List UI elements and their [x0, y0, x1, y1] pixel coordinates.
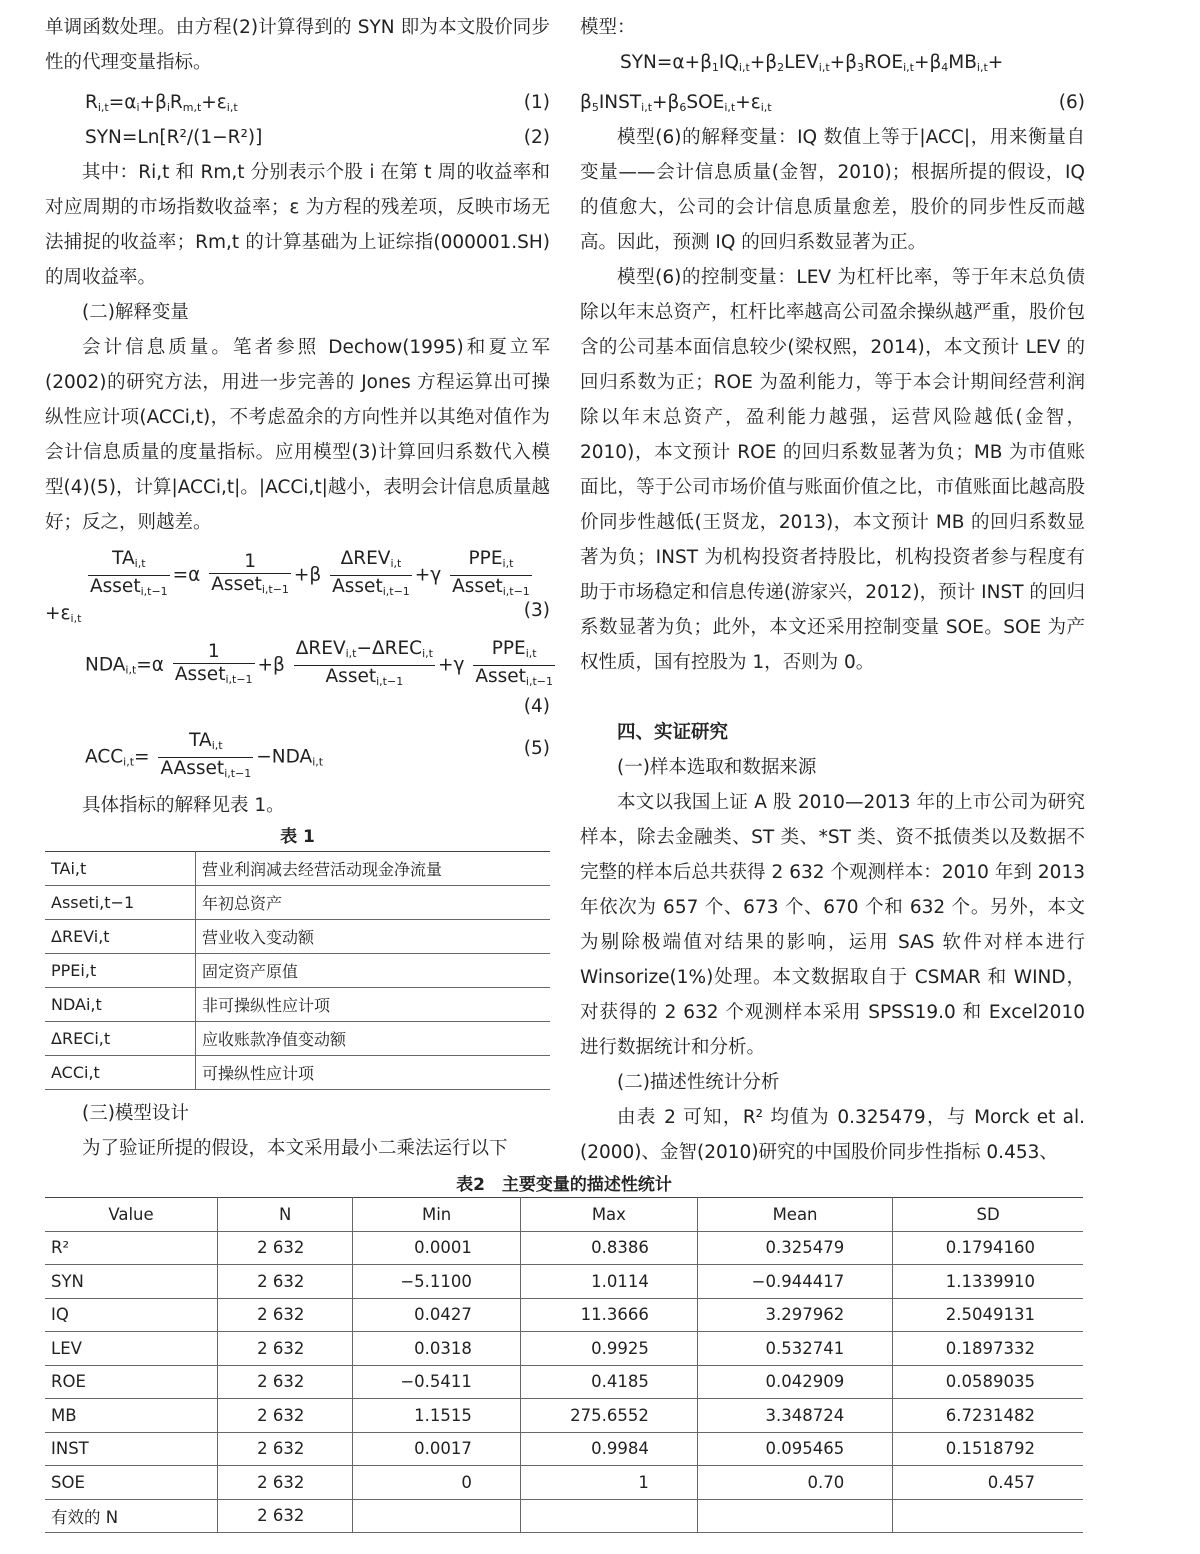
table-row	[45, 886, 550, 920]
column-header: Value	[45, 1198, 218, 1232]
table-cell: 0.325479	[697, 1231, 892, 1265]
row-label: SYN	[45, 1265, 218, 1299]
table-row	[45, 954, 550, 988]
table-cell: 0.9925	[520, 1332, 697, 1366]
row-label: LEV	[45, 1332, 218, 1366]
table-cell	[893, 1499, 1083, 1533]
table-cell: −0.5411	[353, 1365, 521, 1399]
table-cell: 0.457	[893, 1466, 1083, 1500]
table-row	[45, 1432, 1083, 1466]
paragraph: 由表 2 可知，R² 均值为 0.325479，与 Morck et al.(2000)、金智(2010)研究的中国股价同步性指标 0.453、	[580, 1107, 1085, 1163]
table-cell: 0	[353, 1466, 521, 1500]
table-row	[45, 1466, 1083, 1500]
table-row	[45, 1365, 1083, 1399]
paragraph: 模型(6)的解释变量：IQ 数值上等于|ACC|，用来衡量自变量——会计信息质量(金智，2010)；根据所提的假设，IQ 的值愈大，公司的会计信息质量愈差，股价的同步性反而越高。因此，预测 IQ 的回归系数显著为正。	[580, 127, 1085, 253]
table-cell: 0.532741	[697, 1332, 892, 1366]
table-cell: 2.5049131	[893, 1298, 1083, 1332]
table-row	[45, 1022, 550, 1056]
table-row	[45, 1056, 550, 1090]
paragraph: 单调函数处理。由方程(2)计算得到的 SYN 即为本文股价同步性的代理变量指标。	[45, 17, 550, 73]
section-heading: (一)样本选取和数据来源	[617, 757, 817, 778]
table-cell: 11.3666	[520, 1298, 697, 1332]
table-cell: 1.0114	[520, 1265, 697, 1299]
equation-6: $SYN=\alpha+\beta_1IQ_{i,t}+\beta_2LEV_{i,t}+\beta_3ROE_{i,t}+\beta_4MB_{i,t}+$	[620, 52, 1004, 74]
equation-3: $\frac{TA_{i,t}}{Asset_{i,t-1}}$ =α $\frac{1}{Asset_{i,t-1}}$ +β $\frac{\Delta REV_{i,t}}{Asset_{i,t-1}}$ +γ $\frac{PPE_{i,t}}{Asset_{i,t-1}}$ $+\varepsilon_{i,t}$ (3)	[45, 548, 550, 625]
table-row	[45, 852, 550, 886]
equation-5: $ACC_{i,t}=$ $\frac{TA_{i,t}}{AAsset_{i,t-1}}$ $-NDA_{i,t}$ (5)	[45, 730, 550, 788]
right-column	[580, 0, 1085, 1170]
table-cell: 2 632	[218, 1332, 353, 1366]
table-cell: 2 632	[218, 1231, 353, 1265]
section-heading: (二)描述性统计分析	[617, 1072, 780, 1093]
paragraph: 会计信息质量。笔者参照 Dechow(1995)和夏立军(2002)的研究方法，用进一步完善的 Jones 方程运算出可操纵性应计项(ACCi,t)，不考虑盈余的方向性并以其绝对值作为会计信息质量的度量指标。应用模型(3)计算回归系数代入模型(4)(5)，计算|ACCi,t|。|ACCi,t|越小，表明会计信息质量越好；反之，则越差。	[45, 337, 550, 533]
table-cell: 0.0589035	[893, 1365, 1083, 1399]
table-cell: 2 632	[218, 1365, 353, 1399]
paragraph: 模型(6)的控制变量：LEV 为杠杆比率，等于年末总负债除以年末总资产，杠杆比率越高公司盈余操纵越严重，股价包含的公司基本面信息较少(梁权熙，2014)，本文预计 LEV 的回归系数为正；ROE 为盈利能力，等于本会计期间经营利润除以年末总资产，盈利能力越强，运营风险越低(金智，2010)，本文预计 ROE 的回归系数显著为负；MB 为市值账面比，等于公司市场价值与账面价值之比，市值账面比越高股价同步性越低(王贤龙，2013)，本文预计 MB 的回归系数显著为负；INST 为机构投资者持股比，机构投资者参与程度有助于市场稳定和信息传递(游家兴，2012)，预计 INST 的回归系数显著为负；此外，本文还采用控制变量 SOE。SOE 为产权性质，国有控股为 1，否则为 0。	[580, 267, 1085, 673]
table-cell	[697, 1499, 892, 1533]
table-row	[45, 988, 550, 1022]
equation-4: $NDA_{i,t}=\alpha$ $\frac{1}{Asset_{i,t-1}}$ +β $\frac{\Delta REV_{i,t}-\Delta REC_{i,t}}{Asset_{i,t-1}}$ +γ $\frac{PPE_{i,t}}{Asset_{i,t-1}}$ (4)	[85, 638, 553, 717]
table-cell: 0.1794160	[893, 1231, 1083, 1265]
variable-cell: ACCi,t	[45, 1056, 196, 1090]
variable-cell: NDAi,t	[45, 988, 196, 1022]
section-heading: (二)解释变量	[82, 302, 189, 323]
table-row	[45, 1332, 1083, 1366]
table-cell	[520, 1499, 697, 1533]
table-row	[45, 1265, 1083, 1299]
table-row	[45, 1399, 1083, 1433]
left-column	[45, 0, 553, 1166]
paragraph: 其中：Ri,t 和 Rm,t 分别表示个股 i 在第 t 周的收益率和对应周期的市场指数收益率；ε 为方程的残差项，反映市场无法捕捉的收益率；Rm,t 的计算基础为上证综指(000001.SH)的周收益率。	[45, 162, 550, 288]
table-cell: 0.0427	[353, 1298, 521, 1332]
row-label: MB	[45, 1399, 218, 1433]
description-cell: 应收账款净值变动额	[196, 1022, 551, 1056]
table-cell: 1.1515	[353, 1399, 521, 1433]
paragraph: 具体指标的解释见表 1。	[82, 795, 285, 816]
description-cell: 可操纵性应计项	[196, 1056, 551, 1090]
row-label: 有效的 N	[45, 1499, 218, 1533]
table-row	[45, 1298, 1083, 1332]
column-header: Min	[353, 1198, 521, 1232]
table-cell: 2 632	[218, 1432, 353, 1466]
table-cell: 0.9984	[520, 1432, 697, 1466]
equation-number: (4)	[523, 696, 550, 717]
equation-number: (2)	[523, 127, 550, 148]
table-cell: 275.6552	[520, 1399, 697, 1433]
description-cell: 固定资产原值	[196, 954, 551, 988]
description-cell: 营业利润减去经营活动现金净流量	[196, 852, 551, 886]
table-cell: 3.348724	[697, 1399, 892, 1433]
table-row	[45, 1499, 1083, 1533]
table-cell: 0.0001	[353, 1231, 521, 1265]
row-label: R²	[45, 1231, 218, 1265]
table-cell: 2 632	[218, 1466, 353, 1500]
row-label: SOE	[45, 1466, 218, 1500]
table-cell: 0.042909	[697, 1365, 892, 1399]
table-row	[45, 1231, 1083, 1265]
row-label: IQ	[45, 1298, 218, 1332]
paragraph: 模型：	[580, 17, 636, 38]
section-heading: (三)模型设计	[82, 1103, 189, 1124]
variable-cell: ΔREVi,t	[45, 920, 196, 954]
table-cell: −5.1100	[353, 1265, 521, 1299]
equation-2	[85, 120, 550, 155]
section-heading: 四、实证研究	[617, 722, 729, 743]
table-cell: 0.0017	[353, 1432, 521, 1466]
equation-number: (5)	[523, 738, 550, 759]
table-cell: 2 632	[218, 1399, 353, 1433]
equation-6-cont: $\beta_5INST_{i,t}+\beta_6SOE_{i,t}+\varepsilon_{i,t}$ (6)	[580, 85, 1085, 120]
table-cell: 1	[520, 1466, 697, 1500]
table-cell: 0.0318	[353, 1332, 521, 1366]
table-cell: 2 632	[218, 1499, 353, 1533]
paragraph: 本文以我国上证 A 股 2010—2013 年的上市公司为研究样本，除去金融类、ST 类、*ST 类、资不抵债类以及数据不完整的样本后总共获得 2 632 个观测样本：2010 年到 2013 年依次为 657 个、673 个、670 个和 632 个。另外，本文为剔除极端值对结果的影响，运用 SAS 软件对样本进行 Winsorize(1%)处理。本文数据取自于 CSMAR 和 WIND，对获得的 2 632 个观测样本采用 SPSS19.0 和 Excel2010 进行数据统计和分析。	[580, 792, 1085, 1058]
table-cell: 0.1897332	[893, 1332, 1083, 1366]
column-header: Mean	[697, 1198, 892, 1232]
variable-cell: TAi,t	[45, 852, 196, 886]
table-2-caption: 表2 主要变量的描述性统计	[456, 1175, 672, 1195]
table-2	[45, 1197, 1083, 1533]
equation-number: (6)	[1058, 92, 1085, 113]
variable-cell: Asseti,t−1	[45, 886, 196, 920]
table-row	[45, 920, 550, 954]
table-cell: −0.944417	[697, 1265, 892, 1299]
table-cell: 1.1339910	[893, 1265, 1083, 1299]
equation-number: (3)	[523, 600, 550, 621]
paragraph: 为了验证所提的假设，本文采用最小二乘法运行以下	[82, 1138, 508, 1159]
table-cell	[353, 1499, 521, 1533]
column-header: N	[218, 1198, 353, 1232]
description-cell: 年初总资产	[196, 886, 551, 920]
table-cell: 0.4185	[520, 1365, 697, 1399]
row-label: ROE	[45, 1365, 218, 1399]
row-label: INST	[45, 1432, 218, 1466]
table-cell: 2 632	[218, 1265, 353, 1299]
table-cell: 6.7231482	[893, 1399, 1083, 1433]
column-header: Max	[520, 1198, 697, 1232]
description-cell: 营业收入变动额	[196, 920, 551, 954]
column-header: SD	[893, 1198, 1083, 1232]
table-1	[45, 851, 550, 1090]
equation-number: (1)	[523, 92, 550, 113]
table-cell: 0.1518792	[893, 1432, 1083, 1466]
equation-1: $R_{i,t}=\alpha_i+\beta_iR_{m,t}+\varepsilon_{i,t}$ (1)	[85, 85, 550, 120]
table-cell: 2 632	[218, 1298, 353, 1332]
description-cell: 非可操纵性应计项	[196, 988, 551, 1022]
equation-text: SYN=Ln[R²/(1−R²)]	[85, 127, 263, 148]
table-1-caption: 表 1	[280, 827, 315, 847]
table-cell: 3.297962	[697, 1298, 892, 1332]
table-cell: 0.70	[697, 1466, 892, 1500]
variable-cell: ΔRECi,t	[45, 1022, 196, 1056]
table-cell: 0.8386	[520, 1231, 697, 1265]
table-cell: 0.095465	[697, 1432, 892, 1466]
variable-cell: PPEi,t	[45, 954, 196, 988]
